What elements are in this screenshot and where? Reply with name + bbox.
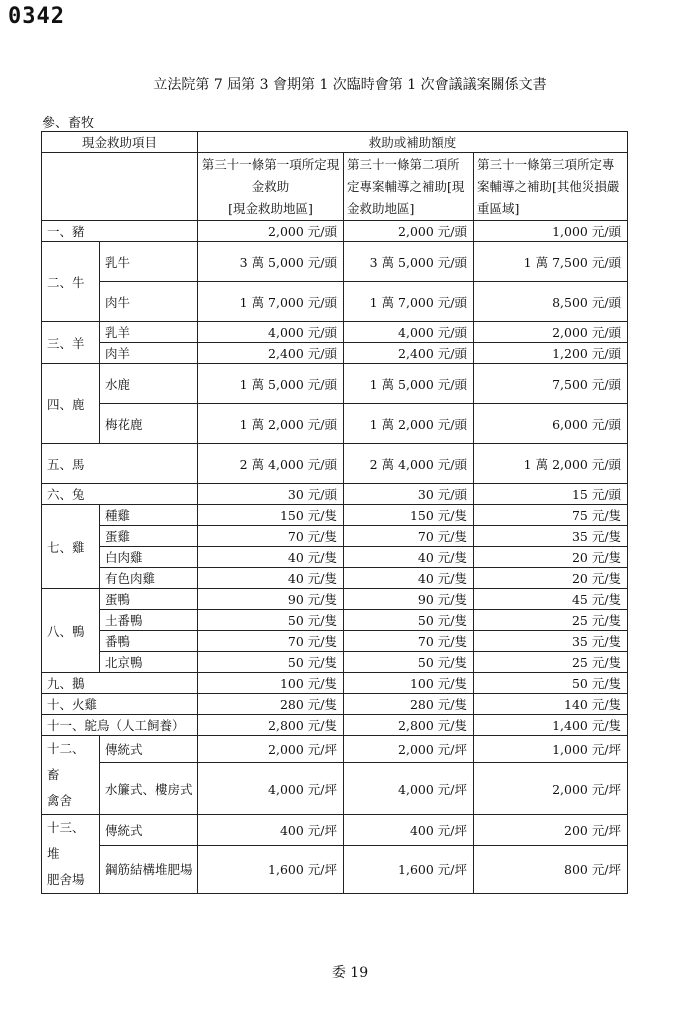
table-row — [42, 221, 628, 242]
header-col1 — [198, 153, 344, 221]
value-col1: 3 萬 5,000 元/頭 — [198, 242, 344, 282]
value-col3: 8,500 元/頭 — [474, 282, 628, 322]
value-col3: 35 元/隻 — [474, 526, 628, 547]
value-col3: 15 元/頭 — [474, 484, 628, 505]
value-col2: 50 元/隻 — [344, 652, 474, 673]
value-col2: 2,800 元/隻 — [344, 715, 474, 736]
sub-item-label: 蛋雞 — [100, 526, 198, 547]
value-col2: 150 元/隻 — [344, 505, 474, 526]
value-col1: 70 元/隻 — [198, 631, 344, 652]
table-row — [42, 484, 628, 505]
value-col3: 50 元/隻 — [474, 673, 628, 694]
group-label-deer: 四、鹿 — [42, 364, 100, 444]
value-col2: 280 元/隻 — [344, 694, 474, 715]
sub-item-label: 梅花鹿 — [100, 404, 198, 444]
value-col3: 6,000 元/頭 — [474, 404, 628, 444]
value-col1: 280 元/隻 — [198, 694, 344, 715]
sub-item-label: 水鹿 — [100, 364, 198, 404]
value-col3: 45 元/隻 — [474, 589, 628, 610]
table-row — [42, 526, 628, 547]
value-col3: 25 元/隻 — [474, 610, 628, 631]
group-label-livestock-house-line1: 十二、畜 — [47, 741, 85, 782]
value-col2: 40 元/隻 — [344, 547, 474, 568]
value-col1: 400 元/坪 — [198, 815, 344, 846]
group-label-rabbit: 六、兔 — [42, 484, 198, 505]
table-header-row — [42, 132, 628, 153]
sub-item-label: 土番鴨 — [100, 610, 198, 631]
table-row — [42, 444, 628, 484]
value-col2: 1 萬 7,000 元/頭 — [344, 282, 474, 322]
value-col2: 3 萬 5,000 元/頭 — [344, 242, 474, 282]
value-col1: 2,800 元/隻 — [198, 715, 344, 736]
sub-item-label: 白肉雞 — [100, 547, 198, 568]
value-col1: 150 元/隻 — [198, 505, 344, 526]
value-col2: 2,400 元/頭 — [344, 343, 474, 364]
header-relief-amount: 救助或補助額度 — [198, 132, 628, 153]
group-label-ostrich: 十一、鴕鳥（人工飼養） — [42, 715, 198, 736]
sub-item-label: 有色肉雞 — [100, 568, 198, 589]
value-col2: 1 萬 2,000 元/頭 — [344, 404, 474, 444]
table-row — [42, 322, 628, 343]
value-col2: 2,000 元/頭 — [344, 221, 474, 242]
group-label-manure-shed-line1: 十三、堆 — [47, 820, 85, 861]
group-label-goose: 九、鵝 — [42, 673, 198, 694]
value-col3: 2,000 元/頭 — [474, 322, 628, 343]
sub-item-label: 傳統式 — [100, 736, 198, 763]
header-col1-sub: [現金救助地區] — [228, 200, 313, 216]
table-row — [42, 568, 628, 589]
table-row — [42, 505, 628, 526]
value-col1: 40 元/隻 — [198, 547, 344, 568]
value-col3: 2,000 元/坪 — [474, 763, 628, 815]
value-col2: 100 元/隻 — [344, 673, 474, 694]
table-row — [42, 610, 628, 631]
value-col2: 400 元/坪 — [344, 815, 474, 846]
header-col3: 第三十一條第三項所定專案輔導之補助[其他災損嚴重區域] — [474, 153, 628, 221]
table-row — [42, 673, 628, 694]
value-col1: 2,400 元/頭 — [198, 343, 344, 364]
value-col3: 35 元/隻 — [474, 631, 628, 652]
value-col3: 1,400 元/隻 — [474, 715, 628, 736]
group-label-chicken: 七、雞 — [42, 505, 100, 589]
value-col3: 75 元/隻 — [474, 505, 628, 526]
group-label-turkey: 十、火雞 — [42, 694, 198, 715]
group-label-manure-shed-line2: 肥舍場 — [47, 872, 85, 887]
table-row — [42, 364, 628, 404]
group-label-horse: 五、馬 — [42, 444, 198, 484]
table-row — [42, 815, 628, 846]
value-col3: 1 萬 7,500 元/頭 — [474, 242, 628, 282]
sub-item-label: 乳牛 — [100, 242, 198, 282]
table-row — [42, 736, 628, 763]
value-col1: 30 元/頭 — [198, 484, 344, 505]
document-title: 立法院第 7 屆第 3 會期第 1 次臨時會第 1 次會議議案關係文書 — [153, 77, 547, 93]
value-col3: 20 元/隻 — [474, 547, 628, 568]
value-col2: 90 元/隻 — [344, 589, 474, 610]
value-col2: 4,000 元/頭 — [344, 322, 474, 343]
value-col1: 1,600 元/坪 — [198, 845, 344, 893]
value-col1: 90 元/隻 — [198, 589, 344, 610]
table-row — [42, 694, 628, 715]
relief-amount-table — [41, 131, 628, 894]
value-col1: 40 元/隻 — [198, 568, 344, 589]
header-col1-text: 第三十一條第一項所定現金救助 — [201, 156, 340, 194]
page-footer: 委 19 — [331, 965, 369, 981]
sub-item-label: 北京鴨 — [100, 652, 198, 673]
value-col3: 1,200 元/頭 — [474, 343, 628, 364]
value-col1: 70 元/隻 — [198, 526, 344, 547]
value-col1: 50 元/隻 — [198, 652, 344, 673]
value-col3: 1 萬 2,000 元/頭 — [474, 444, 628, 484]
value-col1: 2 萬 4,000 元/頭 — [198, 444, 344, 484]
section-label: 參、畜牧 — [42, 116, 95, 131]
value-col3: 1,000 元/頭 — [474, 221, 628, 242]
sub-item-label: 種雞 — [100, 505, 198, 526]
table-row — [42, 242, 628, 282]
value-col1: 100 元/隻 — [198, 673, 344, 694]
group-label-pig: 一、豬 — [42, 221, 198, 242]
table-row — [42, 282, 628, 322]
value-col2: 4,000 元/坪 — [344, 763, 474, 815]
table-row — [42, 589, 628, 610]
header-col2: 第三十一條第二項所定專案輔導之補助[現金救助地區] — [344, 153, 474, 221]
group-label-livestock-house — [42, 736, 100, 815]
table-row — [42, 343, 628, 364]
sub-item-label: 乳羊 — [100, 322, 198, 343]
group-label-manure-shed — [42, 815, 100, 894]
table-subheader-row — [42, 153, 628, 221]
value-col2: 50 元/隻 — [344, 610, 474, 631]
page-number: 0342 — [8, 4, 65, 29]
value-col3: 140 元/隻 — [474, 694, 628, 715]
sub-item-label: 傳統式 — [100, 815, 198, 846]
value-col1: 50 元/隻 — [198, 610, 344, 631]
value-col1: 1 萬 2,000 元/頭 — [198, 404, 344, 444]
value-col2: 1,600 元/坪 — [344, 845, 474, 893]
header-relief-item: 現金救助項目 — [42, 132, 198, 153]
value-col1: 2,000 元/坪 — [198, 736, 344, 763]
value-col3: 7,500 元/頭 — [474, 364, 628, 404]
value-col2: 40 元/隻 — [344, 568, 474, 589]
table-row — [42, 763, 628, 815]
table-row — [42, 845, 628, 893]
table-row — [42, 404, 628, 444]
group-label-cattle: 二、牛 — [42, 242, 100, 322]
value-col3: 200 元/坪 — [474, 815, 628, 846]
value-col3: 20 元/隻 — [474, 568, 628, 589]
value-col1: 1 萬 5,000 元/頭 — [198, 364, 344, 404]
table-row — [42, 715, 628, 736]
sub-item-label: 水簾式、樓房式 — [100, 763, 198, 815]
value-col1: 4,000 元/頭 — [198, 322, 344, 343]
group-label-duck: 八、鴨 — [42, 589, 100, 673]
value-col3: 1,000 元/坪 — [474, 736, 628, 763]
sub-item-label: 蛋鴨 — [100, 589, 198, 610]
value-col2: 2,000 元/坪 — [344, 736, 474, 763]
value-col2: 2 萬 4,000 元/頭 — [344, 444, 474, 484]
sub-item-label: 肉牛 — [100, 282, 198, 322]
value-col3: 800 元/坪 — [474, 845, 628, 893]
value-col2: 70 元/隻 — [344, 631, 474, 652]
sub-item-label: 肉羊 — [100, 343, 198, 364]
value-col1: 4,000 元/坪 — [198, 763, 344, 815]
value-col1: 1 萬 7,000 元/頭 — [198, 282, 344, 322]
value-col2: 1 萬 5,000 元/頭 — [344, 364, 474, 404]
group-label-sheep: 三、羊 — [42, 322, 100, 364]
value-col1: 2,000 元/頭 — [198, 221, 344, 242]
value-col2: 70 元/隻 — [344, 526, 474, 547]
table-row — [42, 547, 628, 568]
group-label-livestock-house-line2: 禽舍 — [47, 793, 73, 808]
table-row — [42, 631, 628, 652]
table-row — [42, 652, 628, 673]
sub-item-label: 鋼筋結構堆肥場 — [100, 845, 198, 893]
value-col3: 25 元/隻 — [474, 652, 628, 673]
header-blank-cell — [42, 153, 198, 221]
sub-item-label: 番鴨 — [100, 631, 198, 652]
value-col2: 30 元/頭 — [344, 484, 474, 505]
